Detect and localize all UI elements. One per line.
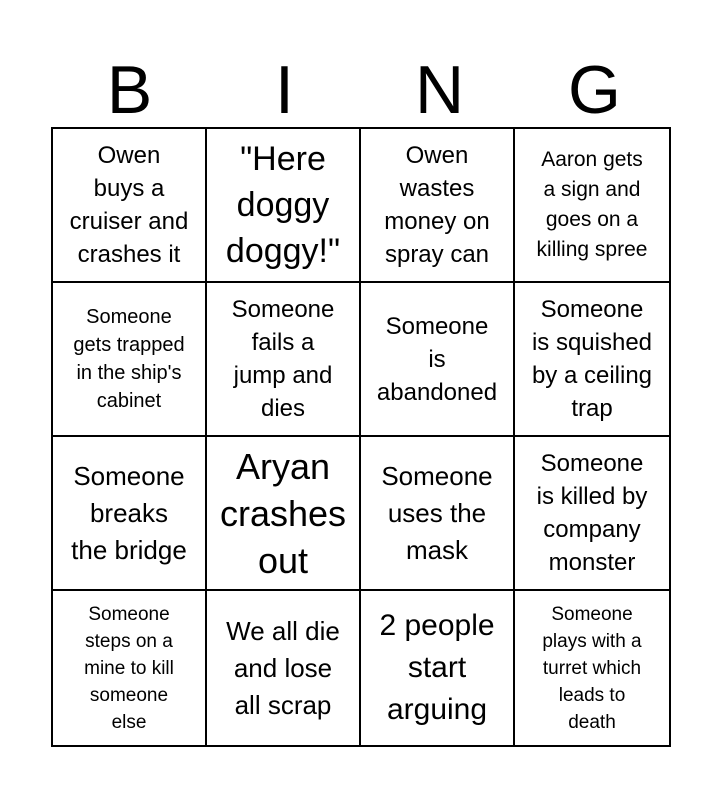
header-letter-g: G (568, 52, 621, 128)
bingo-cell-r2c3[interactable] (361, 283, 515, 437)
bingo-cell-text: Owen buys a cruiser and crashes it (69, 142, 189, 268)
bingo-cell-text: Owen wastes money on spray can (384, 142, 490, 268)
bingo-cell-text: Someone uses the mask (381, 460, 493, 565)
bingo-cell-r2c1[interactable] (53, 283, 207, 437)
bingo-cell-text: Someone is squished by a ceiling trap (531, 296, 653, 422)
bingo-cell-r3c4[interactable] (515, 437, 669, 591)
bingo-cell-r4c2[interactable] (207, 591, 361, 745)
bingo-cell-r3c1[interactable] (53, 437, 207, 591)
bingo-cell-text: We all die and lose all scrap (226, 615, 340, 720)
header-letter-i: I (275, 52, 294, 128)
header-letter-b: B (106, 52, 153, 128)
bingo-cell-text: 2 people start arguing (379, 609, 495, 726)
bingo-cell-text: Someone breaks the bridge (71, 460, 187, 565)
bingo-cell-r4c4[interactable] (515, 591, 669, 745)
bingo-cell-text: Someone fails a jump and dies (231, 296, 335, 422)
bingo-cell-r1c3[interactable] (361, 129, 515, 283)
bingo-board (51, 127, 671, 747)
bingo-cell-r1c4[interactable] (515, 129, 669, 283)
bingo-cell-text: Someone gets trapped in the ship's cabinet (73, 306, 185, 412)
bingo-cell-r4c1[interactable] (53, 591, 207, 745)
bingo-header (52, 50, 672, 130)
bingo-cell-text: Someone is killed by company monster (536, 450, 648, 576)
bingo-cell-r4c3[interactable] (361, 591, 515, 745)
bingo-cell-r2c2[interactable] (207, 283, 361, 437)
bingo-cell-text: Aaron gets a sign and goes on a killing spree (536, 148, 648, 261)
bingo-cell-text: Someone steps on a mine to kill someone else (84, 603, 174, 733)
bingo-cell-text: Someone is abandoned (376, 312, 498, 406)
bingo-cell-r3c2[interactable] (207, 437, 361, 591)
bingo-cell-text: "Here doggy doggy!" (225, 140, 341, 270)
header-letter-n: N (414, 52, 465, 128)
bingo-cell-text: Aryan crashes out (219, 445, 347, 581)
bingo-cell-r2c4[interactable] (515, 283, 669, 437)
bingo-cell-text: Someone plays with a turret which leads to death (542, 603, 642, 733)
bingo-cell-r3c3[interactable] (361, 437, 515, 591)
bingo-cell-r1c1[interactable] (53, 129, 207, 283)
bingo-cell-r1c2[interactable] (207, 129, 361, 283)
